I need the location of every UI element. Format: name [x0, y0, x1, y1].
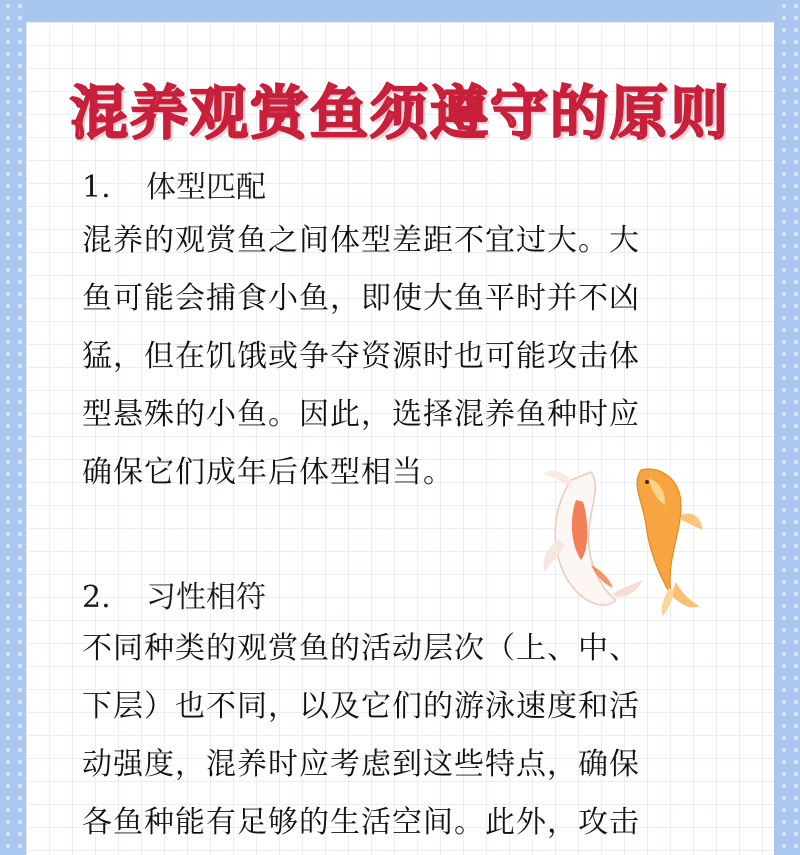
- section-1-number: 1.: [82, 170, 111, 205]
- koi-fish-pair-icon: [531, 460, 706, 620]
- red-white-koi-icon: [543, 471, 643, 605]
- section-1-heading-text: 体型匹配: [146, 170, 266, 205]
- right-dot-border: [778, 0, 798, 855]
- paragraph-line: 下层）也不同，以及它们的游泳速度和活: [82, 689, 640, 724]
- section-1-paragraph: [82, 212, 722, 502]
- left-dot-border: [2, 0, 22, 855]
- section-2-paragraph: [82, 620, 722, 852]
- grid-paper-sheet: [26, 22, 774, 855]
- paragraph-line: 型悬殊的小鱼。因此，选择混养鱼种时应: [82, 397, 640, 432]
- section-2-heading-text: 习性相符: [146, 580, 266, 615]
- paragraph-line: 混养的观赏鱼之间体型差距不宜过大。大: [82, 223, 640, 258]
- section-1-heading: [82, 162, 266, 206]
- paragraph-line: 猛，但在饥饿或争夺资源时也可能攻击体: [82, 339, 640, 374]
- paragraph-line: 鱼可能会捕食小鱼，即使大鱼平时并不凶: [82, 281, 640, 316]
- paragraph-line: 确保它们成年后体型相当。: [82, 455, 454, 490]
- paragraph-line: 各鱼种能有足够的生活空间。此外，攻击: [82, 805, 640, 840]
- paragraph-line: 动强度，混养时应考虑到这些特点，确保: [82, 747, 640, 782]
- paragraph-line: 不同种类的观赏鱼的活动层次（上、中、: [82, 631, 640, 666]
- section-2-number: 2.: [82, 580, 111, 615]
- orange-koi-icon: [637, 469, 703, 616]
- page-title: 混养观赏鱼须遵守的原则: [69, 79, 730, 147]
- section-2-heading: [82, 572, 266, 616]
